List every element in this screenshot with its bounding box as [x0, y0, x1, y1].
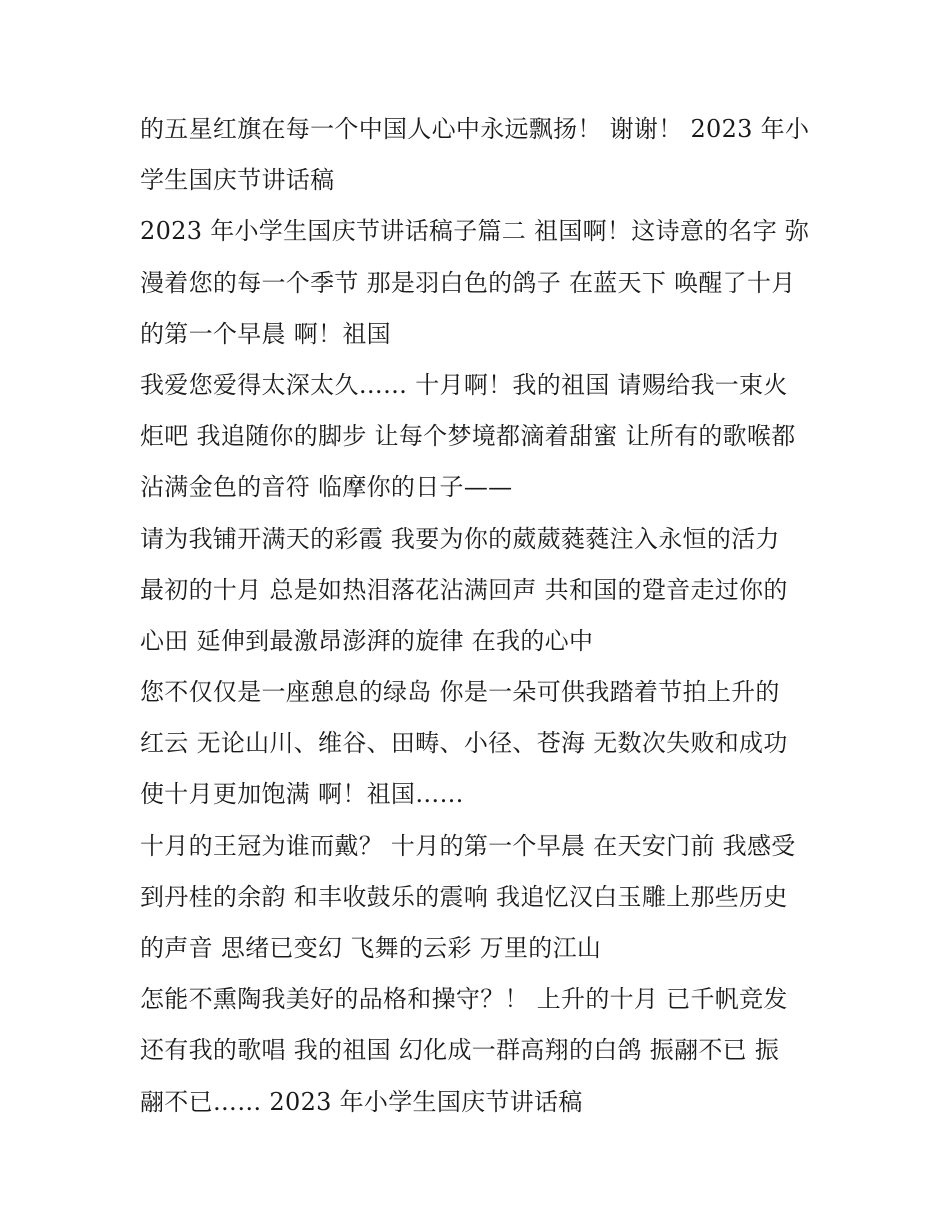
text-line: 学生国庆节讲话稿	[140, 166, 335, 195]
text-line: 的第一个早晨 啊！祖国	[140, 319, 391, 348]
text-line: 的五星红旗在每一个中国人心中永远飘扬！ 谢谢！ 2023 年小	[140, 115, 810, 143]
text-line: 最初的十月 总是如热泪落花沾满回声 共和国的跫音走过你的	[140, 575, 788, 604]
text-line: 翮不已…… 2023 年小学生国庆节讲话稿	[140, 1087, 583, 1116]
text-line: 炬吧 我追随你的脚步 让每个梦境都滴着甜蜜 让所有的歌喉都	[140, 422, 796, 451]
text-line: 沾满金色的音符 临摩你的日子——	[140, 473, 513, 502]
text-line: 心田 延伸到最激昂澎湃的旋律 在我的心中	[140, 626, 594, 655]
text-line: 请为我铺开满天的彩霞 我要为你的葳葳蕤蕤注入永恒的活力	[140, 524, 780, 553]
text-line: 您不仅仅是一座憩息的绿岛 你是一朵可供我踏着节拍上升的	[140, 678, 780, 707]
text-line: 漫着您的每一个季节 那是羽白色的鸽子 在蓝天下 唤醒了十月	[140, 268, 796, 297]
text-line: 我爱您爱得太深太久…… 十月啊！我的祖国 请赐给我一束火	[140, 370, 788, 399]
text-line: 的声音 思绪已变幻 飞舞的云彩 万里的江山	[140, 934, 602, 962]
body-text	[140, 104, 820, 1128]
text-line: 2023 年小学生国庆节讲话稿子篇二 祖国啊！这诗意的名字 弥	[140, 217, 810, 246]
text-line: 红云 无论山川、维谷、田畴、小径、苍海 无数次失败和成功	[140, 729, 788, 758]
text-line: 十月的王冠为谁而戴？ 十月的第一个早晨 在天安门前 我感受	[140, 831, 796, 860]
text-line: 怎能不熏陶我美好的品格和操守？！ 上升的十月 已千帆竞发	[140, 985, 788, 1014]
text-line: 到丹桂的余韵 和丰收鼓乐的震响 我追忆汉白玉雕上那些历史	[140, 882, 788, 911]
text-line: 使十月更加饱满 啊！祖国……	[140, 780, 464, 809]
text-line: 还有我的歌唱 我的祖国 幻化成一群高翔的白鸽 振翮不已 振	[140, 1036, 780, 1065]
